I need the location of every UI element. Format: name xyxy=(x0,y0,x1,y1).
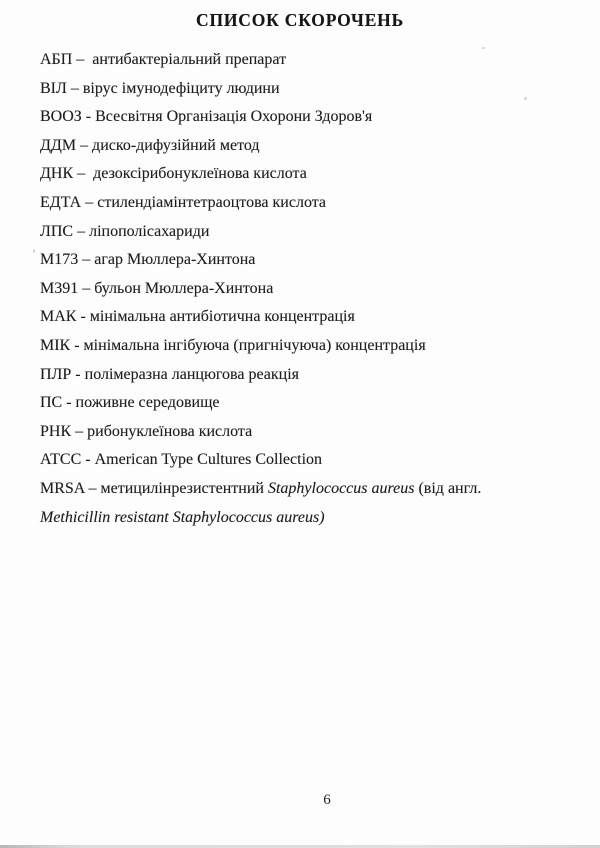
abbreviation-line xyxy=(40,103,564,132)
abbreviation-line xyxy=(40,46,564,75)
abbreviation-line xyxy=(40,275,564,304)
abbreviation-line xyxy=(40,475,564,504)
abbreviation-list xyxy=(40,46,564,532)
abbreviation-text: (від англ. xyxy=(414,479,482,497)
abbreviation-line xyxy=(40,389,564,418)
scan-speck xyxy=(33,249,35,253)
abbreviation-line xyxy=(40,332,564,361)
abbreviation-line xyxy=(40,218,564,247)
latin-species-name: Methicillin resistant Staphylococcus aureus) xyxy=(40,508,325,526)
abbreviation-line xyxy=(40,75,564,104)
abbreviation-text: ВООЗ - Всесвітня Організація Охорони Здоров'я xyxy=(40,108,373,126)
abbreviation-text: АБП – антибактеріальний препарат xyxy=(40,51,287,68)
abbreviation-text: АТСС - American Type Cultures Collection xyxy=(40,451,323,469)
abbreviation-line xyxy=(40,189,564,218)
abbreviation-text: ЛПС – ліпополісахариди xyxy=(40,222,210,240)
abbreviation-text: ДНК – дезоксірибонуклеїнова кислота xyxy=(40,165,307,183)
abbreviation-line xyxy=(40,504,564,533)
abbreviation-text: ДДМ – диско-дифузійний метод xyxy=(40,136,260,154)
abbreviation-text: М173 – агар Мюллера-Хинтона xyxy=(40,251,256,269)
abbreviation-text: ЕДТА – стилендіамінтетраоцтова кислота xyxy=(40,193,327,211)
abbreviation-line xyxy=(40,246,564,275)
abbreviation-text: РНК – рибонуклеїнова кислота xyxy=(40,422,253,440)
abbreviation-text: ПС - поживне середовище xyxy=(40,394,220,412)
abbreviation-line xyxy=(40,418,564,447)
abbreviation-line xyxy=(40,361,564,390)
page-number: 6 xyxy=(323,792,331,808)
abbreviation-line xyxy=(40,303,564,332)
latin-species-name: Staphylococcus aureus xyxy=(267,479,415,497)
abbreviation-text: ВІЛ – вірус імунодефіциту людини xyxy=(40,79,280,97)
scan-speck xyxy=(524,97,527,100)
abbreviation-text: ПЛР - полімеразна ланцюгова реакція xyxy=(40,365,300,383)
abbreviation-line xyxy=(40,132,564,161)
abbreviation-text: МІК - мінімальна інгібуюча (пригнічуюча) концентрація xyxy=(40,336,426,354)
abbreviation-text: М391 – бульон Мюллера-Хинтона xyxy=(40,279,274,297)
page-title: СПИСОК СКОРОЧЕНЬ xyxy=(196,10,404,30)
scan-speck xyxy=(482,47,485,49)
abbreviation-text: МАК - мінімальна антибіотична концентрація xyxy=(40,308,355,326)
abbreviation-line xyxy=(40,160,564,189)
abbreviation-text: MRSA – метицилінрезистентний xyxy=(40,479,268,497)
abbreviation-line xyxy=(40,446,564,475)
